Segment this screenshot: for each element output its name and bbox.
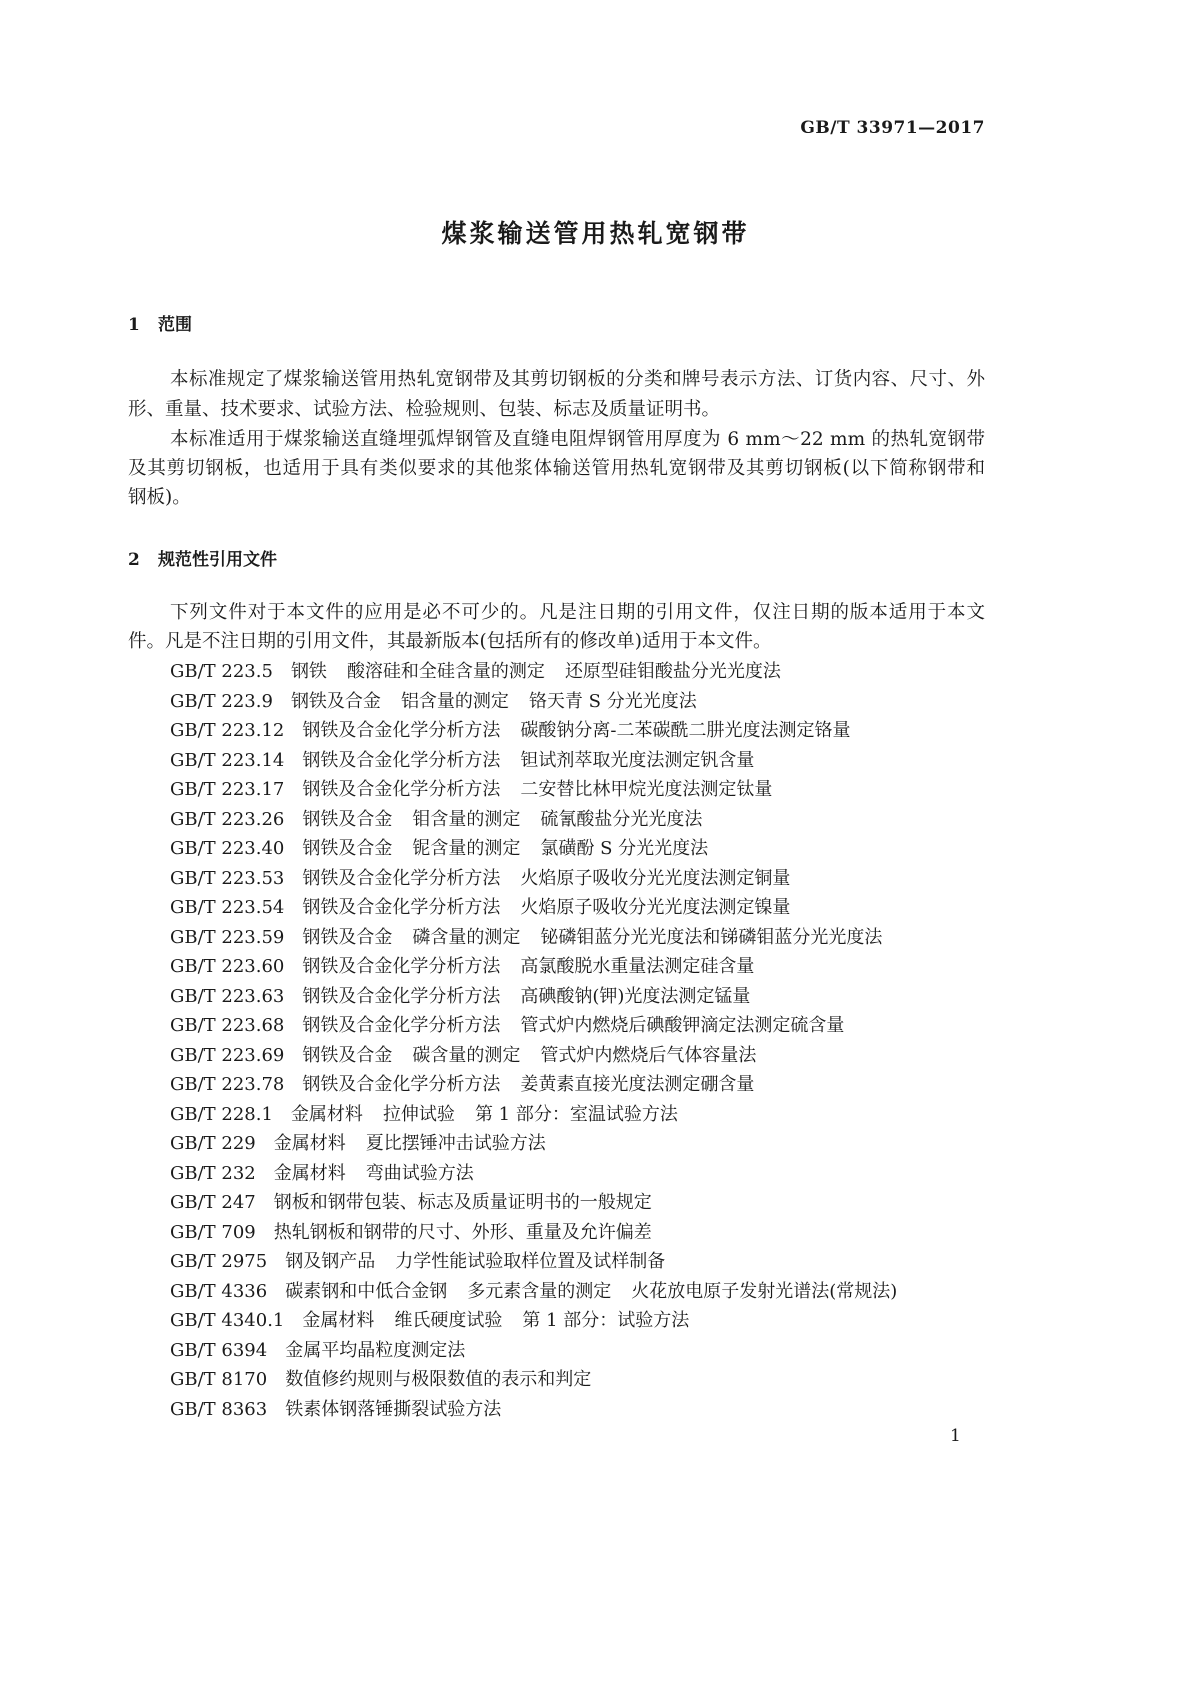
reference-code: GB/T 8170 <box>170 1369 268 1390</box>
reference-item <box>170 716 917 746</box>
reference-item <box>170 1188 917 1218</box>
reference-title-part: 钢铁及合金化学分析方法 <box>302 956 501 977</box>
reference-title-part: 钢铁及合金 <box>302 1044 393 1066</box>
reference-item <box>170 1336 917 1366</box>
reference-title-part: 拉伸试验 <box>382 1103 455 1125</box>
reference-item <box>170 1159 917 1189</box>
reference-title-part: 热轧钢板和钢带的尺寸、外形、重量及允许偏差 <box>273 1221 652 1243</box>
reference-code: GB/T 247 <box>170 1192 256 1213</box>
reference-title-part: 第 1 部分：室温试验方法 <box>474 1103 678 1125</box>
reference-item <box>170 1247 917 1277</box>
reference-title-part: 磷含量的测定 <box>412 926 521 948</box>
reference-item <box>170 775 917 805</box>
reference-item <box>170 1218 917 1248</box>
reference-code: GB/T 4336 <box>170 1280 268 1302</box>
reference-item <box>170 805 917 835</box>
reference-code: GB/T 2975 <box>170 1251 268 1272</box>
reference-item <box>170 893 917 923</box>
reference-item <box>170 982 917 1012</box>
reference-title-part: 钢铁及合金化学分析方法 <box>302 720 501 741</box>
reference-code: GB/T 223.40 <box>170 838 285 859</box>
reference-item <box>170 1011 917 1041</box>
reference-title-part: 碳酸钠分离-二苯碳酰二肼光度法测定铬量 <box>520 720 851 741</box>
reference-title-part: 弯曲试验方法 <box>365 1162 474 1184</box>
paragraph-line: 钢板)。 <box>128 487 191 508</box>
reference-item <box>170 1070 917 1100</box>
reference-code: GB/T 709 <box>170 1221 256 1243</box>
reference-title-part: 金属材料 <box>302 1310 375 1331</box>
paragraph-line: 下列文件对于本文件的应用是必不可少的。凡是注日期的引用文件，仅注日期的版本适用于本文 <box>170 602 985 623</box>
reference-title-part: 铬天青 S 分光光度法 <box>528 690 697 712</box>
reference-item <box>170 1395 917 1425</box>
reference-item <box>170 1306 917 1336</box>
reference-item <box>170 1277 917 1307</box>
reference-title-part: 高碘酸钠(钾)光度法测定锰量 <box>520 985 751 1007</box>
reference-code: GB/T 4340.1 <box>170 1310 285 1331</box>
reference-item <box>170 746 917 776</box>
reference-title-part: 姜黄素直接光度法测定硼含量 <box>520 1074 755 1095</box>
reference-title-part: 金属材料 <box>273 1162 346 1184</box>
reference-title-part: 第 1 部分：试验方法 <box>522 1310 690 1331</box>
document-title: 煤浆输送管用热轧宽钢带 <box>441 219 750 248</box>
reference-title-part: 钢铁及合金化学分析方法 <box>302 1074 501 1095</box>
reference-title-part: 氯磺酚 S 分光光度法 <box>540 838 709 859</box>
normative-references-list <box>170 657 917 1424</box>
reference-code: GB/T 223.14 <box>170 749 285 771</box>
reference-item <box>170 952 917 982</box>
reference-code: GB/T 228.1 <box>170 1103 273 1125</box>
reference-title-part: 铁素体钢落锤撕裂试验方法 <box>285 1398 502 1420</box>
reference-item <box>170 1041 917 1071</box>
reference-item <box>170 1100 917 1130</box>
reference-title-part: 铋磷钼蓝分光光度法和锑磷钼蓝分光光度法 <box>540 926 883 948</box>
reference-title-part: 火焰原子吸收分光光度法测定镍量 <box>520 897 791 918</box>
reference-title-part: 还原型硅钼酸盐分光光度法 <box>564 661 781 682</box>
section-number: 1 <box>128 315 140 335</box>
paragraph-line: 本标准适用于煤浆输送直缝埋弧焊钢管及直缝电阻焊钢管用厚度为 6 mm～22 mm 的热轧宽钢带 <box>170 429 985 450</box>
section-title: 范围 <box>158 315 192 335</box>
reference-code: GB/T 223.17 <box>170 779 285 800</box>
reference-title-part: 酸溶硅和全硅含量的测定 <box>346 661 545 682</box>
reference-code: GB/T 232 <box>170 1162 256 1184</box>
reference-title-part: 力学性能试验取样位置及试样制备 <box>395 1251 666 1272</box>
standard-code: GB/T 33971—2017 <box>800 118 985 138</box>
reference-code: GB/T 223.53 <box>170 867 285 889</box>
reference-title-part: 钽试剂萃取光度法测定钒含量 <box>520 749 755 771</box>
paragraph-line: 本标准规定了煤浆输送管用热轧宽钢带及其剪切钢板的分类和牌号表示方法、订货内容、尺寸、外 <box>170 369 985 390</box>
reference-item <box>170 657 917 687</box>
reference-title-part: 金属材料 <box>273 1133 346 1154</box>
reference-title-part: 金属平均晶粒度测定法 <box>285 1339 466 1361</box>
reference-title-part: 钢板和钢带包装、标志及质量证明书的一般规定 <box>273 1192 652 1213</box>
paragraph-line: 件。凡是不注日期的引用文件，其最新版本(包括所有的修改单)适用于本文件。 <box>128 631 772 652</box>
reference-title-part: 钢铁及合金化学分析方法 <box>302 1015 501 1036</box>
reference-code: GB/T 223.59 <box>170 926 285 948</box>
reference-item <box>170 1129 917 1159</box>
reference-title-part: 维氏硬度试验 <box>394 1310 503 1331</box>
reference-code: GB/T 223.68 <box>170 1015 285 1036</box>
reference-title-part: 钢铁及合金化学分析方法 <box>302 749 501 771</box>
reference-item <box>170 864 917 894</box>
reference-title-part: 夏比摆锤冲击试验方法 <box>365 1133 546 1154</box>
reference-title-part: 火花放电原子发射光谱法(常规法) <box>631 1280 898 1302</box>
reference-code: GB/T 223.9 <box>170 690 273 712</box>
reference-item <box>170 1365 917 1395</box>
section-2-heading <box>128 545 277 570</box>
reference-title-part: 钢铁及合金 <box>290 690 381 712</box>
reference-title-part: 钢铁及合金化学分析方法 <box>302 985 501 1007</box>
reference-title-part: 高氯酸脱水重量法测定硅含量 <box>520 956 755 977</box>
paragraph-line: 及其剪切钢板，也适用于具有类似要求的其他浆体输送管用热轧宽钢带及其剪切钢板(以下简称钢带和 <box>128 458 985 479</box>
reference-title-part: 铝含量的测定 <box>400 690 509 712</box>
reference-title-part: 钼含量的测定 <box>412 808 521 830</box>
reference-title-part: 多元素含量的测定 <box>467 1280 612 1302</box>
reference-code: GB/T 229 <box>170 1133 256 1154</box>
reference-item <box>170 834 917 864</box>
section-number: 2 <box>128 550 140 570</box>
reference-title-part: 火焰原子吸收分光光度法测定铜量 <box>520 867 791 889</box>
reference-title-part: 钢及钢产品 <box>285 1251 376 1272</box>
reference-title-part: 金属材料 <box>290 1103 363 1125</box>
reference-code: GB/T 223.54 <box>170 897 285 918</box>
reference-code: GB/T 6394 <box>170 1339 268 1361</box>
reference-code: GB/T 223.12 <box>170 720 285 741</box>
reference-title-part: 管式炉内燃烧后气体容量法 <box>540 1044 757 1066</box>
page-number: 1 <box>950 1426 961 1446</box>
reference-item <box>170 923 917 953</box>
reference-title-part: 钢铁及合金 <box>302 808 393 830</box>
reference-code: GB/T 223.60 <box>170 956 285 977</box>
reference-title-part: 钢铁及合金化学分析方法 <box>302 867 501 889</box>
reference-title-part: 数值修约规则与极限数值的表示和判定 <box>285 1369 592 1390</box>
paragraph-line: 形、重量、技术要求、试验方法、检验规则、包装、标志及质量证明书。 <box>128 399 721 420</box>
reference-title-part: 钢铁及合金化学分析方法 <box>302 779 501 800</box>
reference-code: GB/T 8363 <box>170 1398 268 1420</box>
reference-title-part: 碳含量的测定 <box>412 1044 521 1066</box>
reference-title-part: 二安替比林甲烷光度法测定钛量 <box>520 779 773 800</box>
reference-code: GB/T 223.78 <box>170 1074 285 1095</box>
reference-title-part: 铌含量的测定 <box>412 838 521 859</box>
reference-code: GB/T 223.63 <box>170 985 285 1007</box>
reference-title-part: 钢铁及合金 <box>302 926 393 948</box>
reference-title-part: 管式炉内燃烧后碘酸钾滴定法测定硫含量 <box>520 1015 845 1036</box>
reference-title-part: 硫氰酸盐分光光度法 <box>540 808 703 830</box>
section-1-heading <box>128 310 192 335</box>
reference-title-part: 钢铁及合金化学分析方法 <box>302 897 501 918</box>
reference-code: GB/T 223.5 <box>170 661 273 682</box>
reference-code: GB/T 223.26 <box>170 808 285 830</box>
reference-title-part: 碳素钢和中低合金钢 <box>285 1280 448 1302</box>
reference-code: GB/T 223.69 <box>170 1044 285 1066</box>
reference-title-part: 钢铁及合金 <box>302 838 393 859</box>
reference-title-part: 钢铁 <box>290 661 327 682</box>
reference-item <box>170 687 917 717</box>
section-title: 规范性引用文件 <box>158 550 277 570</box>
